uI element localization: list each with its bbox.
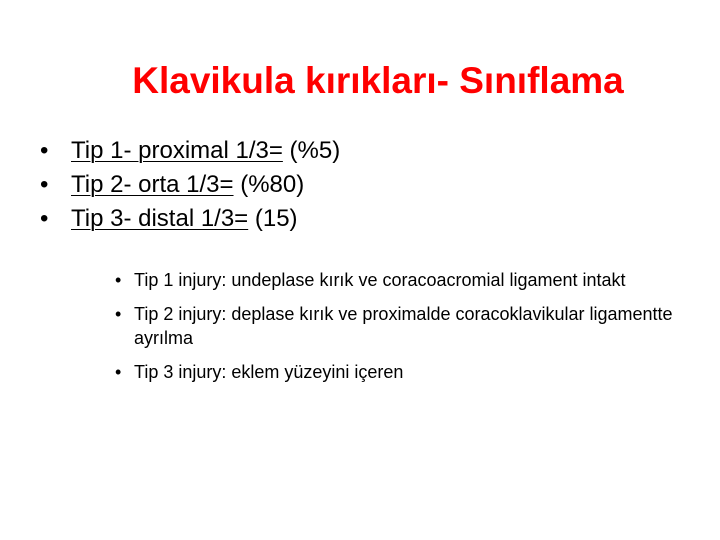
sub-bullet-list [115, 268, 695, 394]
bullet-icon: • [115, 304, 122, 324]
bullet-icon: • [115, 362, 122, 382]
bullet-underlined-text: Tip 1- proximal 1/3= [71, 137, 283, 164]
sub-bullet-text: Tip 1 injury: undeplase kırık ve coracoacromial ligament intakt [134, 270, 626, 290]
bullet-underlined-text: Tip 3- distal 1/3= [71, 205, 249, 232]
bullet-icon: • [40, 171, 49, 198]
list-item [40, 202, 700, 236]
list-item [115, 302, 695, 350]
list-item [115, 360, 695, 384]
sub-bullet-text: Tip 3 injury: eklem yüzeyini içeren [134, 362, 404, 382]
list-item [40, 168, 700, 202]
list-item [115, 268, 695, 292]
slide-title: Klavikula kırıkları- Sınıflama [132, 60, 624, 101]
bullet-value: (15) [248, 205, 298, 232]
bullet-value: (%5) [282, 137, 341, 164]
bullet-icon: • [40, 137, 49, 164]
sub-bullet-text: Tip 2 injury: deplase kırık ve proximalde coracoklavikular ligamentte ayrılma [134, 304, 673, 348]
bullet-icon: • [115, 270, 122, 290]
list-item [40, 134, 700, 168]
bullet-value: (%80) [233, 171, 305, 198]
bullet-underlined-text: Tip 2- orta 1/3= [71, 171, 234, 198]
bullet-icon: • [40, 205, 49, 232]
main-bullet-list [40, 134, 700, 236]
